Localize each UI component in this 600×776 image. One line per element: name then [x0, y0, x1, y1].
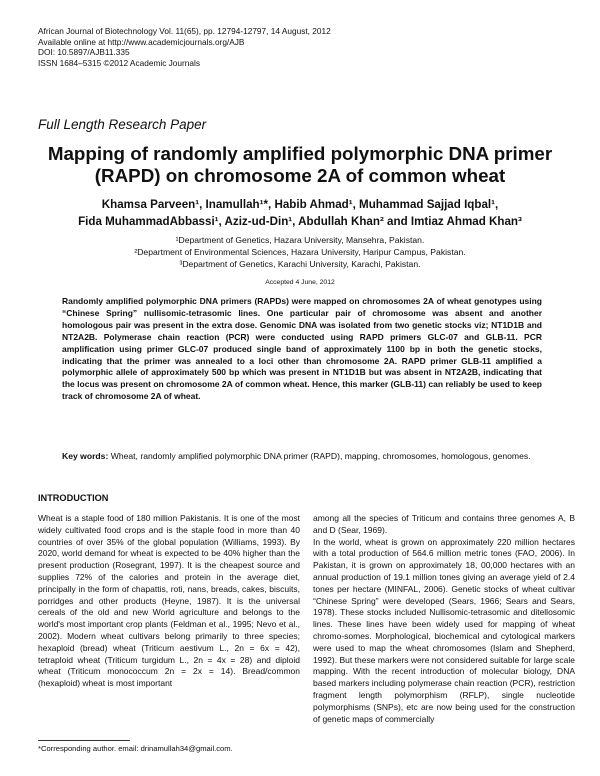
author-list [30, 197, 570, 230]
keywords-label: Key words: [62, 451, 109, 461]
body-column-right [313, 513, 575, 725]
journal-header [38, 26, 331, 68]
abstract: Randomly amplified polymorphic DNA primers (RAPDs) were mapped on chromosomes 2A of wheat genotypes using “Chinese Spring” nullisomic-tetrasomic lines. One particular pair of chromosome was absent and another homologous pair was present in the extra dose. Genomic DNA was isolated from two genetic stocks viz; NT1D1B and NT2A2B. Polymerase chain reaction (PCR) were conducted using RAPD primers GLC-07 and GLB-11. PCR amplification using primer GLC-07 produced single band of approximately 1100 bp in both the genetic stocks, indicating that the primer was annealed to a loci other than chromosome 2A. RAPD primer GLB-11 amplified a polymorphic allele of approximately 500 bp which was present in NT1D1B but was absent in NT2A2B, indicating that the locus was present on chromosome 2A of common wheat. Hence, this marker (GLB-11) can reliably be used to keep track of chromosome 2A of wheat. [62, 296, 542, 402]
authors-line-2: Fida MuhammadAbbassi¹, Aziz-ud-Din¹, Abdullah Khan² and Imtiaz Ahmad Khan³ [78, 214, 522, 228]
body-column-left [38, 513, 300, 690]
keywords-text: Wheat, randomly amplified polymorphic DNA primer (RAPD), mapping, chromosomes, homologous, genomes. [110, 451, 531, 461]
affiliation-3: ³Department of Genetics, Karachi University, Karachi, Pakistan. [179, 258, 421, 269]
footnote-corresponding-author: *Corresponding author. email: drinamullah34@gmail.com. [38, 744, 233, 753]
body-paragraph: among all the species of Triticum and contains three genomes A, B and D (Sear, 1969). In the world, wheat is grown on approximately 220 million hectares with a total production of 564.6 million metric tones (FAO, 2006). In Pakistan, it is grown on approximately 18, 00,000 hectares with an annual production of 19.1 million tones giving an average yield of 2.4 tones per hectare (MINFAL, 2006). Genetic stocks of wheat cultivar “Chinese Spring” were developed (Sears, 1966; Sears and Sears, 1978). These stocks included Nullisomic-tetrasomic and ditellosomic lines. These lines have been widely used for mapping of wheat chromo-somes. Morphological, biochemical and cytological markers were used to map the wheat chromosomes (Islam and Shepherd, 1992). But these markers were not considered suitable for large scale mapping. With the recent introduction of molecular biology, DNA based markers including polymerase chain reaction (PCR), restriction fragment length polymorphism (RFLP), single nucleotide polymorphisms (SNPs), etc are now being used for the construction of genetic maps of commercially [313, 513, 575, 724]
affiliation-1: ¹Department of Genetics, Hazara University, Mansehra, Pakistan. [175, 235, 425, 245]
journal-url: Available online at http://www.academicjournals.org/AJB [38, 36, 245, 47]
affiliations [30, 235, 570, 270]
journal-issn: ISSN 1684–5315 ©2012 Academic Journals [38, 57, 201, 68]
footnote-divider [38, 740, 130, 741]
accepted-date: Accepted 4 June, 2012 [265, 279, 335, 286]
paper-type: Full Length Research Paper [38, 117, 207, 132]
section-heading-introduction: INTRODUCTION [38, 493, 109, 503]
journal-doi: DOI: 10.5897/AJB11.335 [38, 47, 130, 58]
affiliation-2: ²Department of Environmental Sciences, Hazara University, Haripur Campus, Pakistan. [134, 246, 466, 257]
paper-title: Mapping of randomly amplified polymorphic DNA primer (RAPD) on chromosome 2A of common wheat [47, 143, 553, 186]
journal-citation: African Journal of Biotechnology Vol. 11(65), pp. 12794-12797, 14 August, 2012 [38, 26, 331, 36]
keywords [62, 451, 542, 463]
authors-line-1: Khamsa Parveen¹, Inamullah¹*, Habib Ahmad¹, Muhammad Sajjad Iqbal¹, [101, 198, 499, 211]
body-paragraph: Wheat is a staple food of 180 million Pakistanis. It is one of the most widely cultivated food crops and is the staple food in more than 40 countries of over 35% of the global population (Williams, 1993). By 2020, world demand for wheat is expected to be 40% higher than the present production (Rosegrant, 1997). It is the cheapest source and supplies 72% of the calories and protein in the average diet, principally in the form of chapattis, roti, nans, breads, cakes, biscuits, porridges and other products (Heyne, 1987). It is the universal cereals of the old and new World agriculture and belongs to the world's most important crop plants (Feldman et al., 1995; Nevo et al., 2002). Modern wheat cultivars belong primarily to three species; hexaploid (bread) wheat (Triticum aestivum L., 2n = 6x = 42), tetraploid wheat (Triticum turgidum L., 2n = 4x = 28) and diploid wheat (Triticum monococcum 2n = 2x = 14). Bread/common (hexaploid) wheat is most important [38, 513, 300, 689]
